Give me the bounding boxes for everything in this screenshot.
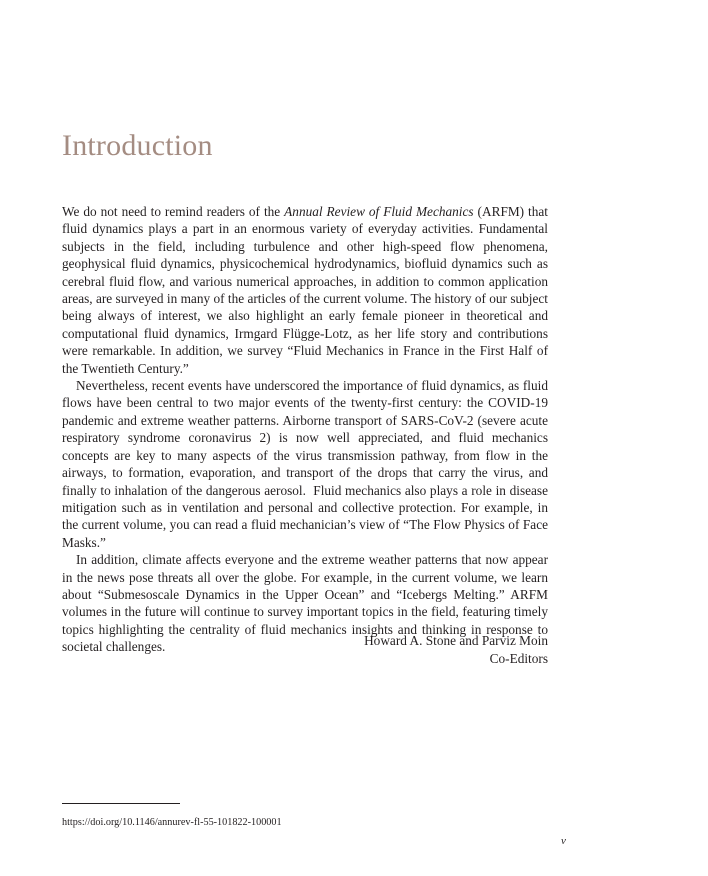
paragraph-1-lead: We do not need to remind readers of the <box>62 204 285 219</box>
page-number: v <box>561 835 566 847</box>
paragraph-2: Nevertheless, recent events have underscored the importance of fluid dynamics, as fluid flows have been central to two major events of the twenty-first century: the COVID-19 pandemic and extreme weather patterns. Airborne transport of SARS-CoV-2 (severe acute respiratory syndrome coronavirus 2) is now well appreciated, and fluid mechanics concepts are key to many aspects of the virus transmission pathway, from flow in the airways, to formation, evaporation, and transport of the drops that carry the virus, and finally to inhalation of the dangerous aerosol. Fluid mechanics also plays a role in disease mitigation such as in ventilation and personal and collective protection. For example, in the current volume, you can read a fluid mechanician’s view of “The Flow Physics of Face Masks.” <box>62 378 548 550</box>
paragraph-3: In addition, climate affects everyone and the extreme weather patterns that now appear in the news pose threats all over the globe. For example, in the current volume, we learn about “Submesoscale Dynamics in the Upper Ocean” and “Icebergs Melting.” ARFM volumes in the future will continue to survey important topics in the field, featuring timely topics highlighting the centrality of fluid mechanics insights and thinking in response to societal challenges. <box>62 552 548 655</box>
paragraph-1-rest: (ARFM) that fluid dynamics plays a part in an enormous variety of everyday activities. Fundamental subjects in the field, including turbulence and other high-speed flow phenomena, geophysical fluid dynamics, physicochemical hydrodynamics, biofluid dynamics such as cerebral fluid flow, and various numerical approaches, in addition to common application areas, are surveyed in many of the articles of the current volume. The history of our subject being always of interest, we also highlight an early female pioneer in theoretical and computational fluid dynamics, Irmgard Flügge-Lotz, as her life story and contributions were remarkable. In addition, we survey “Fluid Mechanics in France in the First Half of the Twentieth Century.” <box>62 204 548 376</box>
body-text <box>62 203 548 656</box>
signature-block <box>62 632 548 668</box>
footnote-divider <box>62 803 180 804</box>
editor-names: Howard A. Stone and Parviz Moin <box>364 633 548 648</box>
editor-role: Co-Editors <box>489 651 548 666</box>
page-title: Introduction <box>62 129 213 162</box>
doi-link[interactable]: https://doi.org/10.1146/annurev-fl-55-101822-100001 <box>62 817 282 828</box>
paragraph-1 <box>62 203 548 377</box>
journal-title: Annual Review of Fluid Mechanics <box>284 204 474 219</box>
